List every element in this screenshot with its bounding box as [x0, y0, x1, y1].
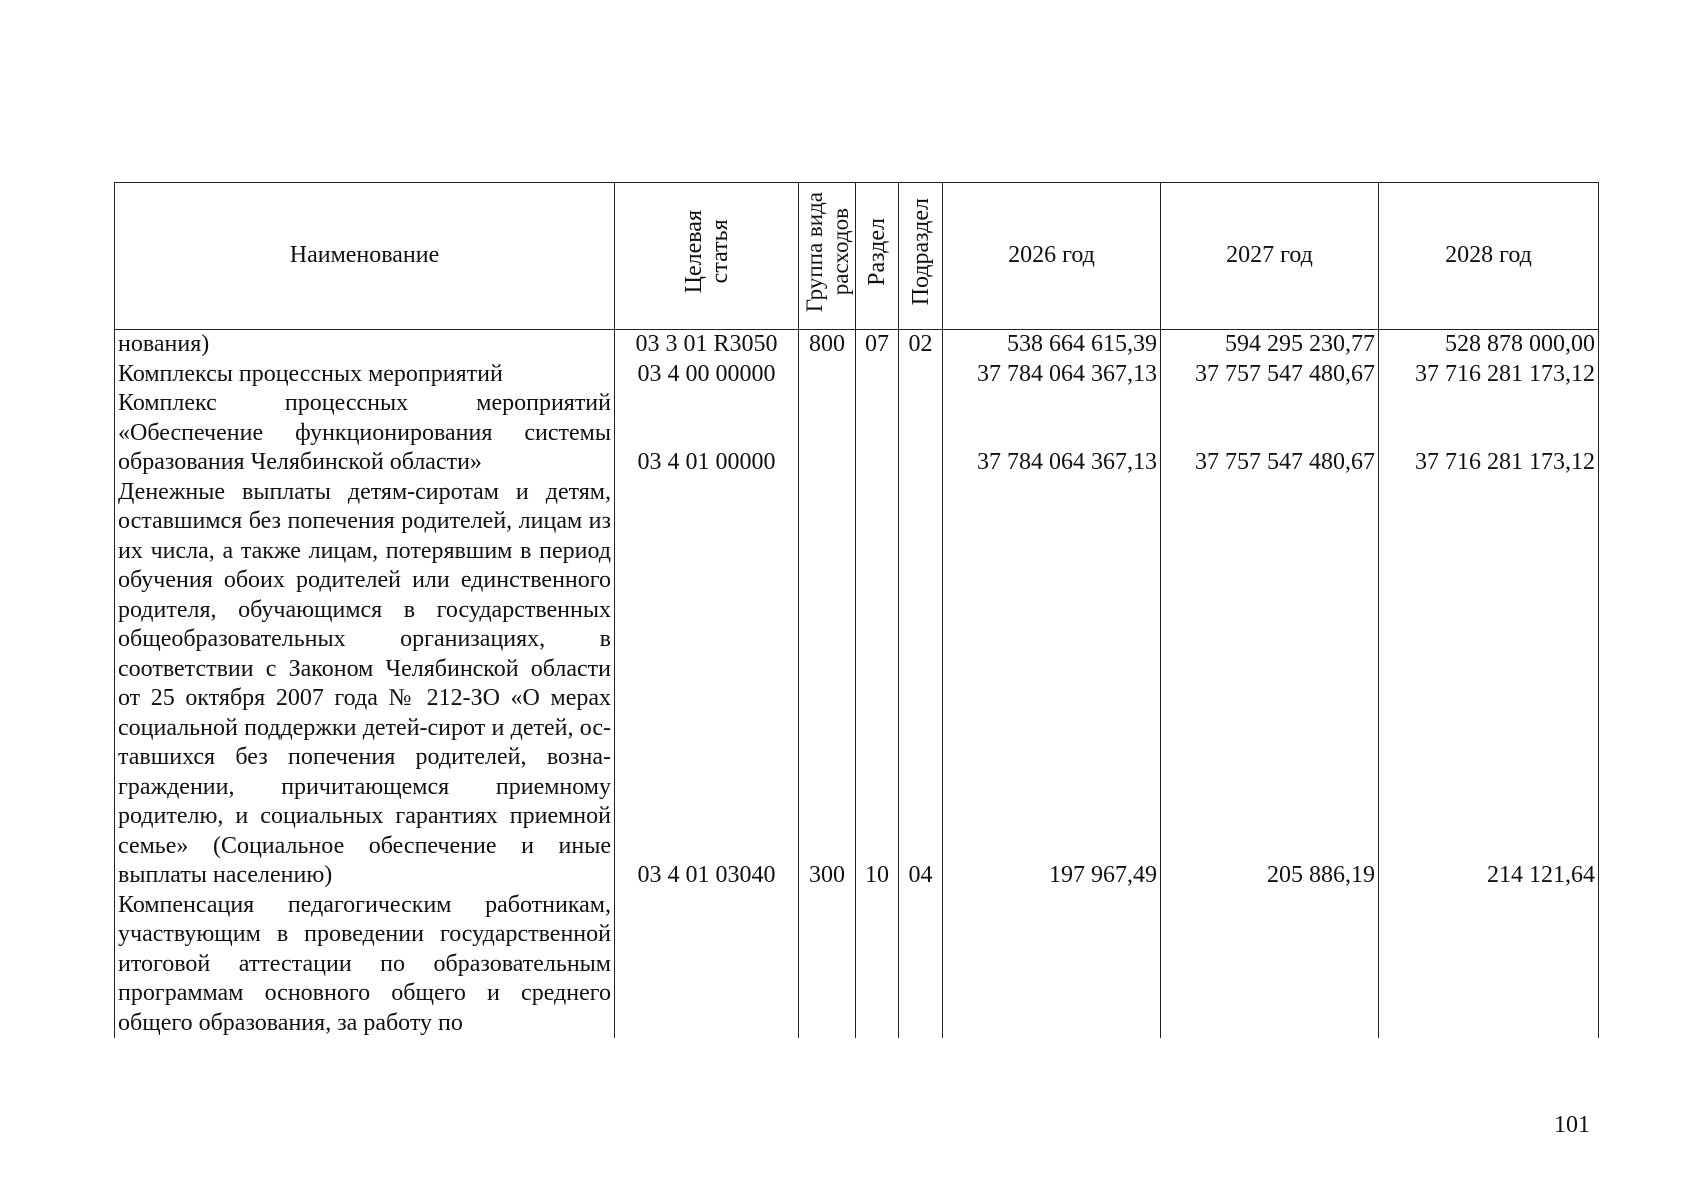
- row-subsection: [899, 360, 943, 390]
- table-header: [115, 183, 1599, 330]
- table-row: [115, 389, 1599, 478]
- row-section: [856, 360, 899, 390]
- row-2026: 197 967,49: [943, 478, 1161, 891]
- row-2026: 37 784 064 367,13: [943, 360, 1161, 390]
- row-target-code: 03 4 00 00000: [615, 360, 799, 390]
- row-expense-group: [799, 891, 856, 1039]
- table-row: [115, 478, 1599, 891]
- row-expense-group: [799, 360, 856, 390]
- row-name: Комплекс процессных мероприятий «Обеспечение функционирования системы образования Челябинской области»: [115, 389, 615, 478]
- header-section: [856, 183, 899, 330]
- header-2026: 2026 год: [943, 183, 1161, 330]
- row-2026: [943, 891, 1161, 1039]
- row-subsection: [899, 891, 943, 1039]
- row-2027: 37 757 547 480,67: [1161, 389, 1379, 478]
- header-row: [115, 183, 1599, 330]
- header-subsection: [899, 183, 943, 330]
- page-number: 101: [1554, 1112, 1590, 1138]
- row-target-code: 03 3 01 R3050: [615, 330, 799, 360]
- row-target-code: 03 4 01 03040: [615, 478, 799, 891]
- row-name: Компенсация педагогическим работникам, участвующим в проведении государственной итоговой аттестации по образовательным программам основного общего и среднего общего образования, за работу по: [115, 891, 615, 1039]
- row-2028: 528 878 000,00: [1379, 330, 1599, 360]
- row-subsection: 04: [899, 478, 943, 891]
- header-name: Наименование: [115, 183, 615, 330]
- header-2028: 2028 год: [1379, 183, 1599, 330]
- row-2028: 37 716 281 173,12: [1379, 389, 1599, 478]
- row-expense-group: 300: [799, 478, 856, 891]
- row-2026: 37 784 064 367,13: [943, 389, 1161, 478]
- header-expense-group: [799, 183, 856, 330]
- header-target-article: [615, 183, 799, 330]
- table-row: [115, 330, 1599, 360]
- header-target-line2: статья: [706, 219, 733, 284]
- row-section: [856, 389, 899, 478]
- header-subsection-label: Подраздел: [907, 198, 934, 306]
- header-target-line1: Целевая: [680, 210, 707, 294]
- row-subsection: 02: [899, 330, 943, 360]
- row-2027: 594 295 230,77: [1161, 330, 1379, 360]
- row-2028: [1379, 891, 1599, 1039]
- row-2026: 538 664 615,39: [943, 330, 1161, 360]
- row-2027: [1161, 891, 1379, 1039]
- row-section: [856, 891, 899, 1039]
- row-name: нования): [115, 330, 615, 360]
- row-target-code: 03 4 01 00000: [615, 389, 799, 478]
- row-name: Денежные выплаты детям-сиротам и детям, оставшимся без попечения родителей, лицам из их числа, а также лицам, потерявшим в период обучения обоих родителей или единственного родителя, обучающимся в государственных общеобразовательных организациях, в соответствии с Законом Челябинской области от 25 октября 2007 года № 212-ЗО «О мерах социальной поддержки детей-сирот и детей, оставшихся без попечения родителей, вознаграждении, причитающемся приемному родителю, и социальных гарантиях приемной семье» (Социальное обеспечение и иные выплаты населению): [115, 478, 615, 891]
- table-row: [115, 360, 1599, 390]
- row-expense-group: 800: [799, 330, 856, 360]
- table-row: [115, 891, 1599, 1039]
- header-expense-group-line1: Группа вида: [802, 191, 827, 312]
- row-section: 10: [856, 478, 899, 891]
- header-2027: 2027 год: [1161, 183, 1379, 330]
- row-name: Комплексы процессных мероприятий: [115, 360, 615, 390]
- header-section-label: Раздел: [864, 217, 890, 286]
- row-target-code: [615, 891, 799, 1039]
- row-2028: 214 121,64: [1379, 478, 1599, 891]
- budget-table: [114, 182, 1599, 1038]
- header-expense-group-line2: расходов: [828, 208, 853, 296]
- row-2028: 37 716 281 173,12: [1379, 360, 1599, 390]
- row-section: 07: [856, 330, 899, 360]
- row-expense-group: [799, 389, 856, 478]
- table-body: [115, 330, 1599, 1039]
- row-subsection: [899, 389, 943, 478]
- row-2027: 205 886,19: [1161, 478, 1379, 891]
- row-2027: 37 757 547 480,67: [1161, 360, 1379, 390]
